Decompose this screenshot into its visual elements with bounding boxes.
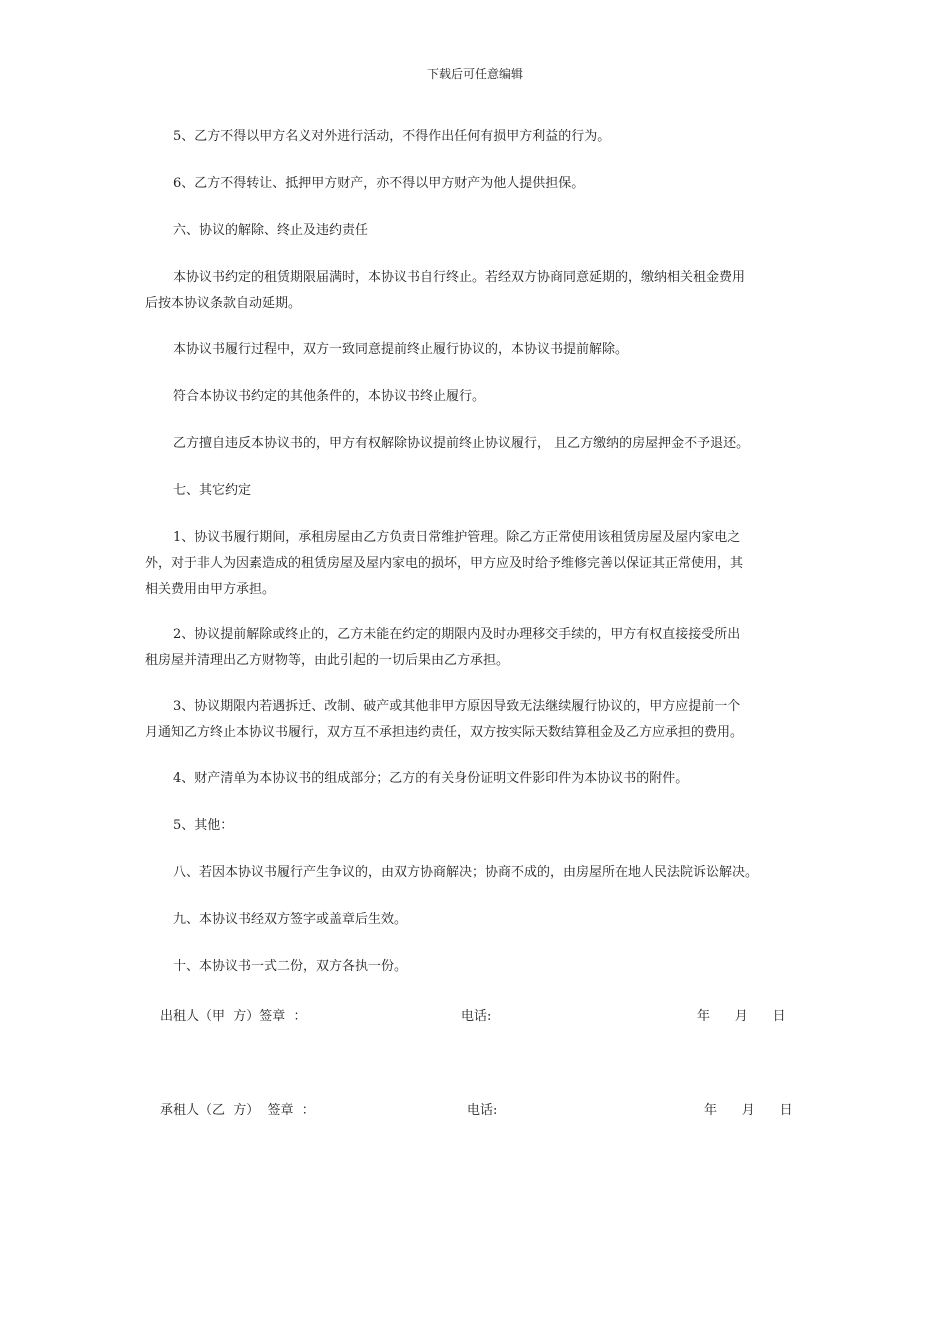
lessor-date-label: 年 月 日 — [697, 1009, 786, 1024]
lessee-signature-label: 承租人（乙 方） 签章 ： — [160, 1103, 315, 1118]
paragraph-line: 1、协议书履行期间，承租房屋由乙方负责日常维护管理。除乙方正常使用该租赁房屋及屋内家电之 — [173, 530, 741, 545]
attachments-paragraph — [145, 766, 815, 792]
paragraph-line: 本协议书约定的租赁期限届满时，本协议书自行终止。若经双方协商同意延期的，缴纳相关租金费用 — [173, 270, 746, 285]
section-6-heading — [145, 218, 815, 244]
paragraph-line: 符合本协议书约定的其他条件的，本协议书终止履行。 — [173, 389, 486, 404]
lessor-signature-label: 出租人（甲 方）签章 ： — [160, 1009, 307, 1024]
paragraph-line: 5、其他： — [173, 818, 234, 833]
paragraph-line: 后按本协议条款自动延期。 — [145, 296, 302, 311]
lessee-phone-label: 电话: — [467, 1103, 498, 1118]
clause-6-paragraph — [145, 171, 815, 197]
section-9-paragraph — [145, 907, 815, 933]
lessee-date-label: 年 月 日 — [704, 1103, 793, 1118]
page-header: 下载后可任意编辑 — [426, 67, 523, 81]
handover-paragraph — [145, 622, 815, 674]
section-8-paragraph — [145, 860, 815, 886]
early-termination-paragraph — [145, 337, 815, 363]
paragraph-line: 2、协议提前解除或终止的，乙方未能在约定的期限内及时办理移交手续的，甲方有权直接接受所出 — [173, 627, 741, 642]
breach-paragraph — [145, 431, 815, 457]
paragraph-line: 5、乙方不得以甲方名义对外进行活动，不得作出任何有损甲方利益的行为。 — [173, 129, 611, 144]
paragraph-line: 十、本协议书一式二份，双方各执一份。 — [173, 959, 408, 974]
paragraph-line: 乙方擅自违反本协议书的，甲方有权解除协议提前终止协议履行， 且乙方缴纳的房屋押金不予退还。 — [173, 436, 750, 451]
section-10-paragraph — [145, 954, 815, 980]
paragraph-line: 租房屋并清理出乙方财物等，由此引起的一切后果由乙方承担。 — [145, 653, 510, 668]
clause-5-paragraph — [145, 124, 815, 150]
paragraph-line: 九、本协议书经双方签字或盖章后生效。 — [173, 912, 408, 927]
paragraph-line: 月通知乙方终止本协议书履行，双方互不承担违约责任，双方按实际天数结算租金及乙方应承担的费用。 — [145, 725, 744, 740]
paragraph-line: 6、乙方不得转让、抵押甲方财产，亦不得以甲方财产为他人提供担保。 — [173, 176, 585, 191]
other-conditions-paragraph — [145, 384, 815, 410]
paragraph-line: 相关费用由甲方承担。 — [145, 582, 276, 597]
lessor-phone-label: 电话: — [461, 1009, 492, 1024]
paragraph-line: 4、财产清单为本协议书的组成部分；乙方的有关身份证明文件影印件为本协议书的附件。 — [173, 771, 689, 786]
paragraph-line: 外，对于非人为因素造成的租赁房屋及屋内家电的损坏，甲方应及时给予维修完善以保证其正常使用，其 — [145, 556, 744, 571]
section-7-heading — [145, 478, 815, 504]
maintenance-paragraph — [145, 525, 815, 603]
expiry-paragraph — [145, 265, 815, 317]
paragraph-line: 七、其它约定 — [173, 483, 252, 498]
other-paragraph — [145, 813, 815, 839]
paragraph-line: 六、协议的解除、终止及违约责任 — [173, 223, 369, 238]
paragraph-line: 3、协议期限内若遇拆迁、改制、破产或其他非甲方原因导致无法继续履行协议的，甲方应提前一个 — [173, 699, 741, 714]
paragraph-line: 本协议书履行过程中，双方一致同意提前终止履行协议的，本协议书提前解除。 — [173, 342, 629, 357]
force-majeure-paragraph — [145, 694, 815, 746]
paragraph-line: 八、若因本协议书履行产生争议的，由双方协商解决；协商不成的，由房屋所在地人民法院诉讼解决。 — [173, 865, 759, 880]
